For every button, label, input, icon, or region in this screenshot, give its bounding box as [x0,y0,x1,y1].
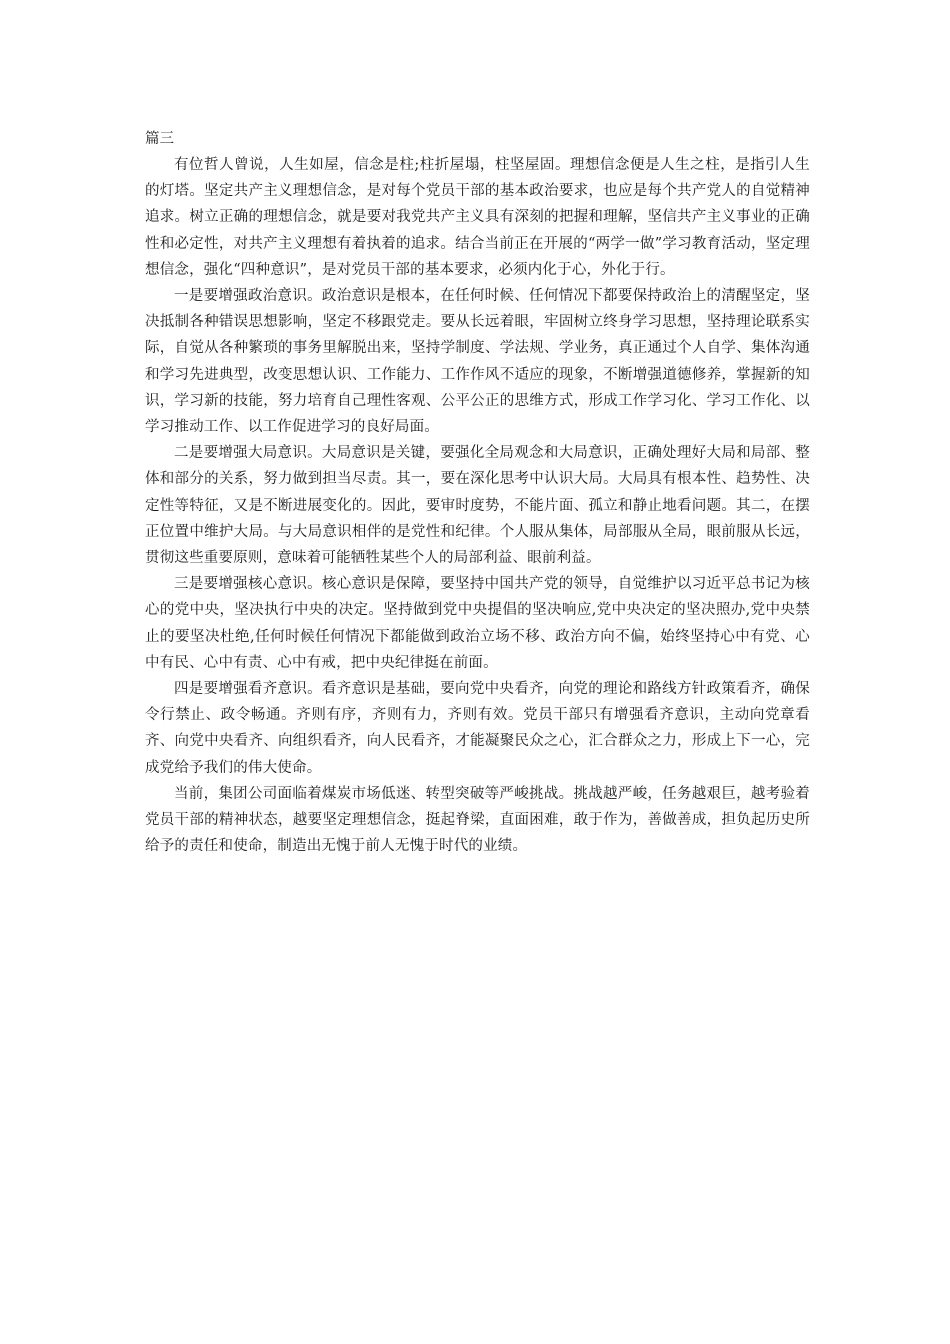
document-body [145,126,810,859]
paragraph-political-awareness: 一是要增强政治意识。政治意识是根本，在任何时候、任何情况下都要保持政治上的清醒坚定，坚决抵制各种错误思想影响，坚定不移跟党走。要从长远着眼，牢固树立终身学习思想，坚持理论联系实际，自觉从各种繁琐的事务里解脱出来，坚持学制度、学法规、学业务，真正通过个人自学、集体沟通和学习先进典型，改变思想认识、工作能力、工作作风不适应的现象，不断增强道德修养，掌握新的知识，学习新的技能，努力培育自己理性客观、公平公正的思维方式，形成工作学习化、学习工作化、以学习推动工作、以工作促进学习的良好局面。 [145,288,810,436]
paragraph-overall-awareness: 二是要增强大局意识。大局意识是关键，要强化全局观念和大局意识，正确处理好大局和局部、整体和部分的关系，努力做到担当尽责。其一，要在深化思考中认识大局。大局具有根本性、趋势性、决定性等特征，又是不断进展变化的。因此，要审时度势，不能片面、孤立和静止地看问题。其二，在摆正位置中维护大局。与大局意识相伴的是党性和纪律。个人服从集体，局部服从全局，眼前服从长远，贯彻这些重要原则，意味着可能牺牲某些个人的局部利益、眼前利益。 [145,445,810,567]
paragraph-alignment-awareness: 四是要增强看齐意识。看齐意识是基础，要向党中央看齐，向党的理论和路线方针政策看齐，确保令行禁止、政令畅通。齐则有序，齐则有力，齐则有效。党员干部只有增强看齐意识，主动向党章看齐、向党中央看齐、向组织看齐，向人民看齐，才能凝聚民众之心，汇合群众之力，形成上下一心，完成党给予我们的伟大使命。 [145,681,810,776]
section-title: 篇三 [145,131,174,147]
paragraph-intro: 有位哲人曾说，人生如屋，信念是柱;柱折屋塌，柱坚屋固。理想信念便是人生之柱，是指引人生的灯塔。坚定共产主义理想信念，是对每个党员干部的基本政治要求，也应是每个共产党人的自觉精神追求。树立正确的理想信念，就是要对我党共产主义具有深刻的把握和理解，坚信共产主义事业的正确性和必定性，对共产主义理想有着执着的追求。结合当前正在开展的“两学一做”学习教育活动，坚定理想信念，强化“四种意识”，是对党员干部的基本要求，必须内化于心，外化于行。 [145,157,810,278]
paragraph-conclusion: 当前，集团公司面临着煤炭市场低迷、转型突破等严峻挑战。挑战越严峻，任务越艰巨，越考验着党员干部的精神状态，越要坚定理想信念，挺起脊梁，直面困难，敢于作为，善做善成，担负起历史所给予的责任和使命，制造出无愧于前人无愧于时代的业绩。 [145,785,810,855]
paragraph-core-awareness: 三是要增强核心意识。核心意识是保障，要坚持中国共产党的领导，自觉维护以习近平总书记为核心的党中央，坚决执行中央的决定。坚持做到党中央提倡的坚决响应,党中央决定的坚决照办,党中央禁止的要坚决杜绝,任何时候任何情况下都能做到政治立场不移、政治方向不偏，始终坚持心中有党、心中有民、心中有责、心中有戒，把中央纪律挺在前面。 [145,576,810,671]
